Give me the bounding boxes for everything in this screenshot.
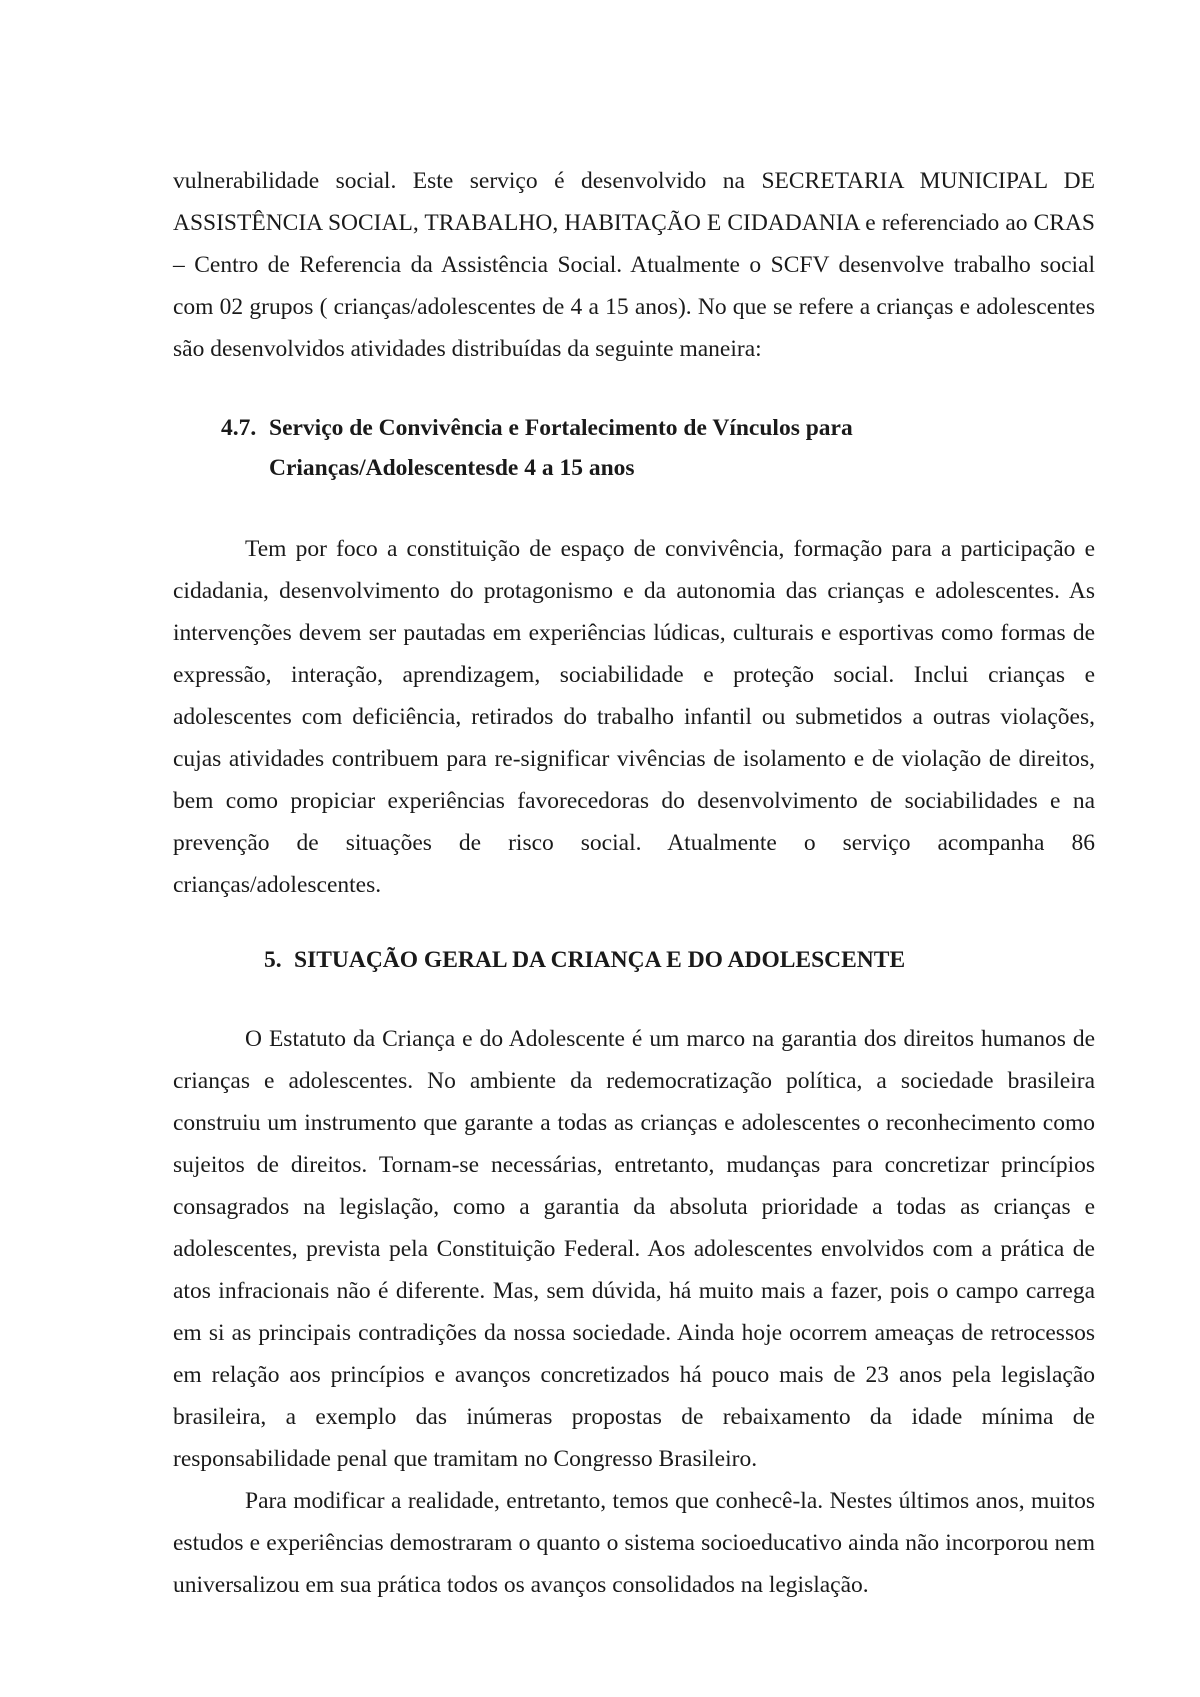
intro-paragraph: vulnerabilidade social. Este serviço é desenvolvido na SECRETARIA MUNICIPAL DE ASSISTÊNCIA SOCIAL, TRABALHO, HABITAÇÃO E CIDADANIA e referenciado ao CRAS – Centro de Referencia da Assistência Social. Atualmente o SCFV desenvolve trabalho social com 02 grupos ( crianças/adolescentes de 4 a 15 anos). No que se refere a crianças e adolescentes são desenvolvidos atividades distribuídas da seguinte maneira: (173, 168, 1095, 362)
section-4-7-title: Serviço de Convivência e Fortalecimento de Vínculos para Crianças/Adolescentesde 4 a 15 anos (269, 415, 853, 481)
document-body (173, 160, 1095, 1606)
section-5-paragraph-1: O Estatuto da Criança e do Adolescente é um marco na garantia dos direitos humanos de crianças e adolescentes. No ambiente da redemocratização política, a sociedade brasileira construiu um instrumento que garante a todas as crianças e adolescentes o reconhecimento como sujeitos de direitos. Tornam-se necessárias, entretanto, mudanças para concretizar princípios consagrados na legislação, como a garantia da absoluta prioridade a todas as crianças e adolescentes, prevista pela Constituição Federal. Aos adolescentes envolvidos com a prática de atos infracionais não é diferente. Mas, sem dúvida, há muito mais a fazer, pois o campo carrega em si as principais contradições da nossa sociedade. Ainda hoje ocorrem ameaças de retrocessos em relação aos princípios e avanços concretizados há pouco mais de 23 anos pela legislação brasileira, a exemplo das inúmeras propostas de rebaixamento da idade mínima de responsabilidade penal que tramitam no Congresso Brasileiro. (173, 1026, 1095, 1472)
section-4-7-paragraph: Tem por foco a constituição de espaço de convivência, formação para a participação e cidadania, desenvolvimento do protagonismo e da autonomia das crianças e adolescentes. As intervenções devem ser pautadas em experiências lúdicas, culturais e esportivas como formas de expressão, interação, aprendizagem, sociabilidade e proteção social. Inclui crianças e adolescentes com deficiência, retirados do trabalho infantil ou submetidos a outras violações, cujas atividades contribuem para re-significar vivências de isolamento e de violação de direitos, bem como propiciar experiências favorecedoras do desenvolvimento de sociabilidades e na prevenção de situações de risco social. Atualmente o serviço acompanha 86 crianças/adolescentes. (173, 536, 1095, 898)
section-5-paragraph-2: Para modificar a realidade, entretanto, temos que conhecê-la. Nestes últimos anos, muitos estudos e experiências demostraram o quanto o sistema socioeducativo ainda não incorporou nem universalizou em sua prática todos os avanços consolidados na legislação. (173, 1488, 1095, 1598)
section-5-number: 5. (264, 947, 282, 973)
section-4-7-heading (173, 408, 1095, 488)
section-4-7-number: 4.7. (221, 415, 257, 441)
section-5-title: SITUAÇÃO GERAL DA CRIANÇA E DO ADOLESCENTE (294, 947, 906, 973)
section-5-heading (173, 940, 1095, 980)
